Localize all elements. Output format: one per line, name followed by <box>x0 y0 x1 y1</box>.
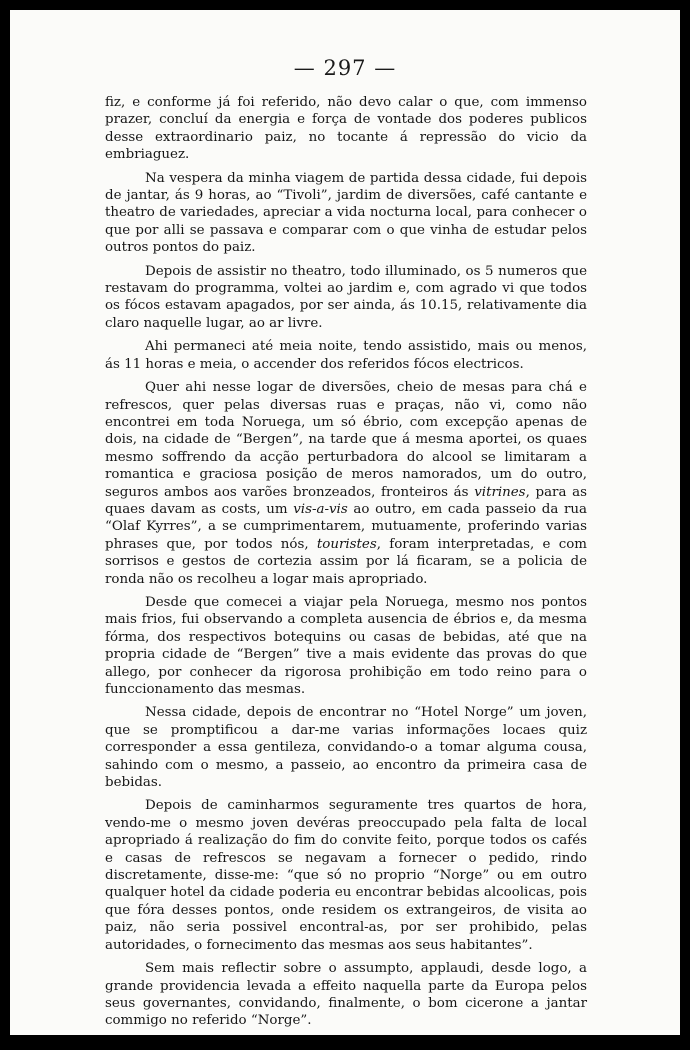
text-run: Depois de caminharmos seguramente tres quartos de hora, vendo-me o mesmo joven devéras preoccupado pela falta de local apropriado á realização do fim do convite feito, porque todos os cafés e casas de refrescos se negavam a fornecer o pedido, rindo discretamente, disse-me: “que só no proprio “Norge” ou em outro qualquer hotel da cidade poderia eu encontrar bebidas alcoolicas, pois que fóra desses pontos, onde residem os extrangeiros, de visita ao paiz, não seria possivel encontral-as, por ser prohibido, pelas autoridades, o fornecimento das mesmas aos seus habitantes”. <box>105 798 587 953</box>
text-run: Ahi permaneci até meia noite, tendo assistido, mais ou menos, ás 11 horas e meia, o accender dos referidos fócos electricos. <box>105 339 587 372</box>
text-run: Depois de assistir no theatro, todo illuminado, os 5 numeros que restavam do programma, voltei ao jardim e, com agrado vi que todos os fócos estavam apagados, por ser ainda, ás 10.15, relativamente dia claro naquelle lugar, ao ar livre. <box>105 263 587 331</box>
paragraph <box>105 797 587 954</box>
paragraph <box>105 94 587 164</box>
paragraph <box>105 594 587 698</box>
paragraph <box>105 704 587 791</box>
text-run: Sem mais reflectir sobre o assumpto, applaudi, desde logo, a grande providencia levada a effeito naquella parte da Europa pelos seus governantes, convidando, finalmente, o bom cicerone a jantar commigo no referido “Norge”. <box>105 961 587 1029</box>
book-page <box>10 10 680 1035</box>
italic-term: vis-a-vis <box>293 501 348 517</box>
text-run: Na vespera da minha viagem de partida dessa cidade, fui depois de jantar, ás 9 horas, ao “Tivoli”, jardim de diversões, café cantante e theatro de variedades, apreciar a vida nocturna local, para conhecer o que por alli se passava e comparar com o que vinha de estudar pelos outros pontos do paiz. <box>105 170 587 256</box>
page-number: — 297 — <box>293 56 397 80</box>
paragraph <box>105 379 587 588</box>
italic-term: touristes <box>316 536 377 552</box>
text-run: Quer ahi nesse logar de diversões, cheio de mesas para chá e refrescos, quer pelas diversas ruas e praças, não vi, como não encontrei em toda Noruega, um só ébrio, com excepção apenas de dois, na cidade de “Bergen”, na tarde que á mesma aportei, os quaes mesmo soffrendo da acção perturbadora do alcool se limitaram a romantica e graciosa posição de meros namorados, um do outro, seguros ambos aos varões bronzeados, fronteiros ás <box>105 380 587 500</box>
italic-term: vitrines <box>474 484 526 500</box>
text-run: Nessa cidade, depois de encontrar no “Hotel Norge” um joven, que se promptificou a dar-me varias informações locaes quiz corresponder a essa gentileza, convidando-o a tomar alguma cousa, sahindo com o mesmo, a passeio, ao encontro da primeira casa de bebidas. <box>105 705 587 791</box>
text-run: fiz, e conforme já foi referido, não devo calar o que, com immenso prazer, concluí da energia e força de vontade dos poderes publicos desse extraordinario paiz, no tocante á repressão do vicio da embriaguez. <box>105 95 587 163</box>
body-text <box>105 94 587 1035</box>
text-run: , foram interpretadas, e com sorrisos e gestos de cortezia assim por lá ficaram, se a policia de ronda não os recolheu a logar mais apropriado. <box>105 536 587 587</box>
paragraph <box>105 170 587 257</box>
paragraph <box>105 960 587 1030</box>
text-run: Desde que comecei a viajar pela Noruega, mesmo nos pontos mais frios, fui observando a completa ausencia de ébrios e, da mesma fórma, dos respectivos botequins ou casas de bebidas, até que na propria cidade de “Bergen” tive a mais evidente das provas do que allego, por conhecer da rigorosa prohibição em todo reino para o funccionamento das mesmas. <box>105 594 587 697</box>
text-run: ao outro, em cada passeio da rua “Olaf Kyrres”, a se cumprimentarem, mutuamente, proferindo varias phrases que, por todos nós, <box>105 501 588 552</box>
paragraph <box>105 263 587 333</box>
text-run: , para as quaes davam as costs, um <box>105 484 587 517</box>
paragraph <box>105 338 587 373</box>
